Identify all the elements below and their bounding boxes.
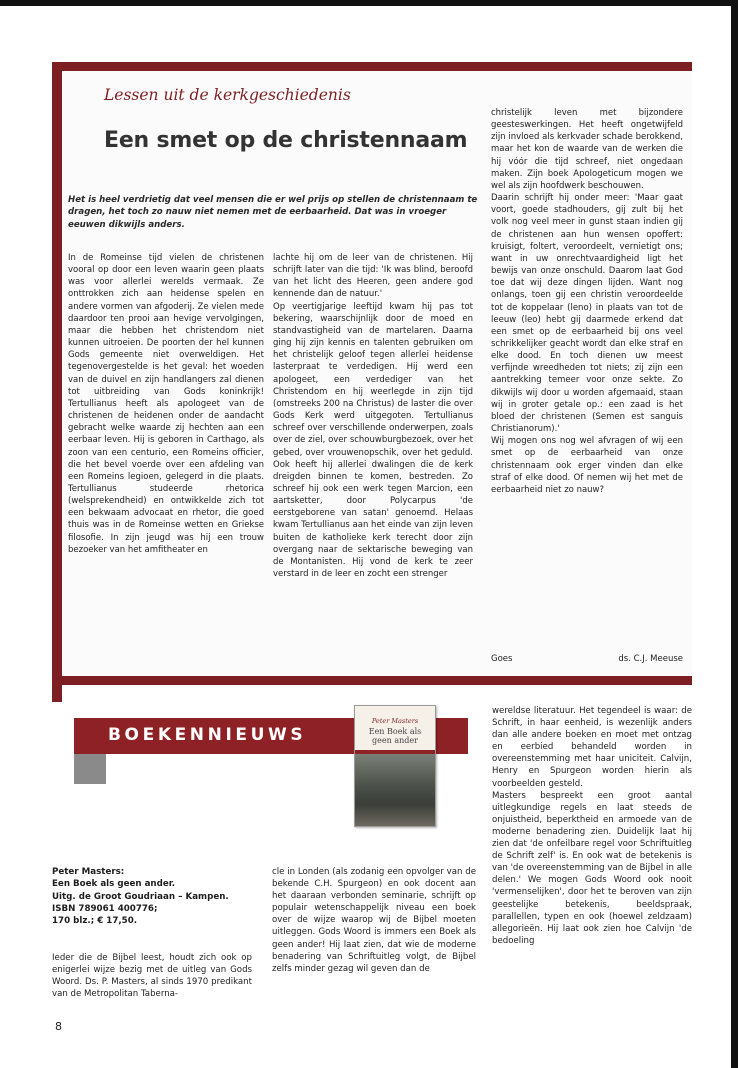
article-lead: Het is heel verdrietig dat veel mensen die er wel prijs op stellen de christennaam te dragen, het toch zo nauw niet nemen met de eerbaarheid. Dat was in vroeger eeuwen dikwijls anders. (68, 195, 478, 230)
booknews-heading: BOEKENNIEUWS (108, 725, 307, 745)
book-detail-line: Uitg. de Groot Goudriaan – Kampen. (52, 891, 229, 902)
review-paragraph: Ieder die de Bijbel leest, houdt zich ook op enigerlei wijze bezig met de uitleg van Gods Woord. Ds. P. Masters, al sinds 1970 predikant van de Metropolitan Taberna- (52, 953, 252, 1000)
review-column-2 (272, 866, 476, 975)
review-paragraph: wereldse literatuur. Het tegendeel is waar: de Schrift, in haar eenheid, is wezenlijk anders dan alle andere boeken en moet met ontzag en eerbied behandeld worden in overeenstemming met haar uniciteit. Calvijn, Henry en Spurgeon worden hierin als voorbeelden gesteld. (492, 706, 692, 789)
book-cover-photo (355, 754, 435, 826)
book-detail-line: Een Boek als geen ander. (52, 879, 176, 890)
scan-border-top (0, 0, 738, 6)
scan-border-right (731, 0, 738, 1068)
book-details (52, 866, 252, 927)
signature-place: Goes (491, 654, 513, 664)
article-signature (491, 654, 683, 664)
book-cover-author: Peter Masters (371, 717, 419, 725)
booknews-grey-block (74, 754, 106, 784)
page-number: 8 (55, 1020, 62, 1033)
article-paragraph: Daarin schrijft hij onder meer: 'Maar gaat voort, goede stadhouders, gij zult bij het volk nog veel meer in gunst staan indien gij de christenen aan hun wensen opoffert: kruisigt, foltert, veroordeelt, vernietigt ons; want in uw onrechtvaardigheid ligt het bewijs van onze onschuld. Daarom laat God toe dat wij deze dingen lijden. Want nog onlangs, toen gij een christin veroordeelde tot de koppelaar (leno) in plaats van tot de leeuw (leo) hebt gij daarmede erkend dat een smet op de eerbaarheid bij ons veel schrikkelijker geacht wordt dan elke straf en elke dood. En toch dienen uw meest verfijnde wreedheden tot niets; zij zijn een aantrekking temeer voor onze sekte. Zo dikwijls wij door u worden afgemaaid, staan wij in groter getale op.: een zaad is het bloed der christenen (Semen est sanguis Christianorum).' (491, 193, 683, 435)
book-detail-line: Peter Masters: (52, 867, 125, 877)
article-column-1 (68, 252, 264, 556)
review-column-3 (492, 705, 692, 947)
article-headline: Een smet op de christennaam (104, 128, 468, 153)
series-title: Lessen uit de kerkgeschiedenis (104, 86, 351, 104)
signature-author: ds. C.J. Meeuse (618, 654, 683, 664)
article-frame-bottom (52, 676, 692, 685)
article-paragraph: Op veertigjarige leeftijd kwam hij pas tot bekering, waarschijnlijk door de moed en standvastigheid van de martelaren. Daarna ging hij zijn kennis en talenten gebruiken om het christelijk geloof tegen allerlei heidense lasterpraat te verdedigen. Hij werd een apologeet, een verdediger van het Christendom en hij weerlegde in zijn tijd (omstreeks 200 na Christus) de laster die over Gods Kerk werd uitgegoten. Tertullianus schreef over verschillende onderwerpen, zoals over de ziel, over schouwburgbezoek, over het gebed, over vrouwenopschik, over het geduld. Ook heeft hij allerlei dwalingen die de kerk dreigden binnen te komen, bestreden. Zo schreef hij ook een werk tegen Marcion, een aartsketter, door Polycarpus 'de eerstgeborene van satan' genoemd. Helaas kwam Tertullianus aan het einde van zijn leven buiten de katholieke kerk terecht door zijn overgang naar de sektarische beweging van de Montanisten. Hij vond de kerk te zeer verstard in de leer en zocht een strenger (273, 301, 473, 580)
review-paragraph: cle in Londen (als zodanig een opvolger van de bekende C.H. Spurgeon) en ook docent aan het daaraan verbonden seminarie, schrijft op populair wetenschappelijk niveau een boek over de wijze waarop wij de Bijbel moeten uitleggen. Gods Woord is immers een Boek als geen ander! Hij laat zien, dat wie de moderne benadering van Schriftuitleg volgt, de Bijbel zelfs minder gezag wil geven dan de (272, 867, 476, 974)
book-detail-line: 170 blz.; € 17,50. (52, 916, 138, 927)
article-column-3 (491, 107, 683, 496)
review-column-1 (52, 952, 252, 1000)
book-cover-title: Een Boek als geen ander (368, 727, 422, 745)
article-frame-top (52, 62, 692, 71)
article-paragraph: lachte hij om de leer van de christenen. Hij schrijft later van die tijd: 'Ik was blind, beroofd van het licht des Heeren, geen andere god kennende dan de natuur.' (273, 253, 473, 300)
book-cover-image (354, 705, 436, 827)
article-paragraph: Wij mogen ons nog wel afvragen of wij een smet op de eerbaarheid van onze christennaam ook erger vinden dan elke straf of elke dood. Of nemen wij het met de eerbaarheid niet zo nauw? (491, 436, 683, 495)
article-paragraph: christelijk leven met bijzondere geesteswerkingen. Het heeft ongetwijfeld zijn invloed als kerkvader schade berokkend, maar het kon de waarde van de werken die hij vóór die tijd schreef, niet ongedaan maken. Zijn boek Apologeticum mogen we wel als zijn hoofdwerk beschouwen. (491, 108, 683, 191)
article-column-2 (273, 252, 473, 580)
article-frame-left (52, 62, 62, 702)
book-detail-line: ISBN 789061 400776; (52, 903, 158, 914)
article-paragraph: In de Romeinse tijd vielen de christenen vooral op door een leven waarin geen plaats was voor allerlei werelds vermaak. Ze onttrokken zich aan heidense spelen en andere vormen van afgoderij. Ze vielen mede daardoor ten prooi aan hevige vervolgingen, maar die hebben het christendom niet kunnen uitroeien. De poorten der hel kunnen Gods gemeente niet overweldigen. Het tegenovergestelde is het geval: het woeden van de duivel en zijn handlangers zal dienen tot uitbreiding van Gods koninkrijk! Tertullianus heeft als apologeet van de christenen de heidenen onder de aandacht gebracht welke waarde zij hechten aan een eerbaar leven. Hij is geboren in Carthago, als zoon van een centurio, een Romeins officier, die het bevel voerde over een afdeling van een Romeins legioen, gelegerd in die plaats. Tertullianus studeerde rhetorica (welsprekendheid) en ontwikkelde zich tot een bekwaam advocaat en rhetor, die goed thuis was in de Romeinse wetten en Griekse filosofie. In zijn jeugd was hij een trouw bezoeker van het amfitheater en (68, 253, 264, 555)
review-paragraph: Masters bespreekt een groot aantal uitlegkundige regels en laat steeds de onjuistheid, beperktheid en armoede van de moderne benadering zien. Duidelijk laat hij zien dat 'de onfeilbare regel voor Schriftuitleg de Schrift zelf' is. En ook wat de betekenis is van 'de overeenstemming van de Bijbel in alle delen.' We mogen Gods Woord ook nooit 'vermenselijken', door het te beroven van zijn geestelijke betekenis, beeldspraak, parallellen, typen en ook (hoewel zeldzaam) allegorieën. Hij laat ook zien hoe Calvijn 'de bedoeling (492, 790, 692, 946)
